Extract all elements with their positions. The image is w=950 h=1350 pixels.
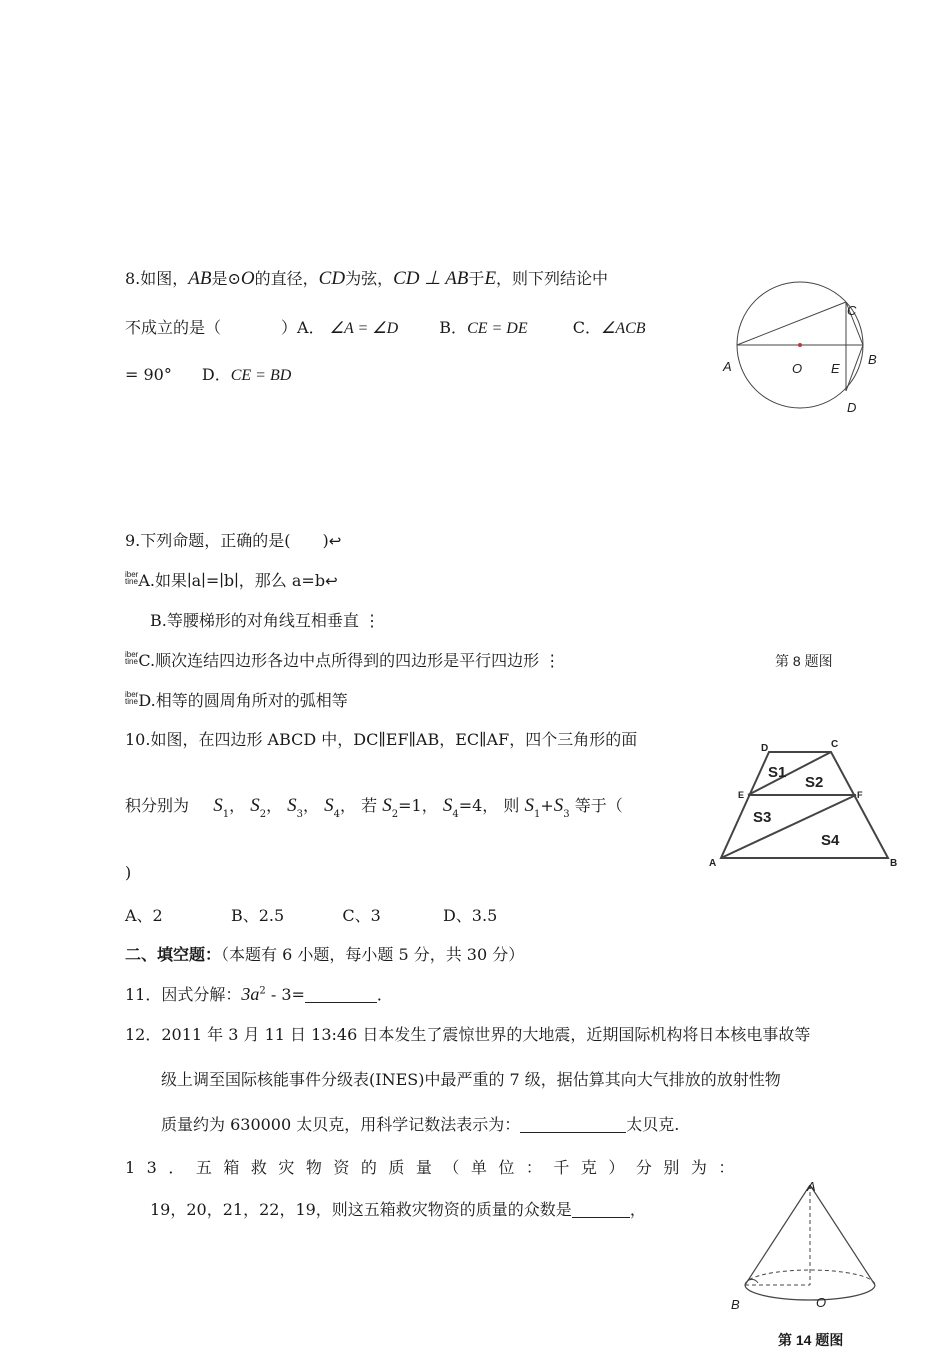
label-c: C bbox=[831, 739, 839, 750]
trapezoid-abcd bbox=[721, 752, 888, 858]
q9-option-d: iber tineD.相等的圆周角所对的弧相等 bbox=[125, 690, 348, 710]
q10-option-b: B、2.5 bbox=[230, 906, 285, 925]
label-s3: S3 bbox=[753, 809, 772, 826]
q8-circle-figure bbox=[715, 280, 905, 420]
q12-line2: 级上调至国际核能事件分级表(INES)中最严重的 7 级，据估算其向大气排放的放射性物 bbox=[161, 1070, 781, 1089]
angle-mark bbox=[747, 1279, 758, 1283]
section2-header: 二、填空题：（本题有 6 小题，每小题 5 分，共 30 分） bbox=[125, 945, 525, 964]
q10-option-c: C、3 bbox=[342, 906, 381, 925]
q10-trapezoid-figure bbox=[705, 735, 910, 870]
label-b: B bbox=[868, 352, 877, 367]
q9-artifact-icon: ↩ bbox=[328, 532, 342, 550]
q13-line1: 13．五箱救灾物资的质量（单位：千克）分别为： bbox=[125, 1158, 746, 1177]
label-s2: S2 bbox=[805, 774, 824, 791]
q9-marker-d: iber tine bbox=[125, 690, 139, 706]
q10-close: ) bbox=[125, 863, 132, 882]
q10-line1: 10.如图，在四边形 ABCD 中，DC∥EF∥AB，EC∥AF，四个三角形的面 bbox=[125, 730, 638, 749]
label-s4: S4 bbox=[821, 832, 840, 849]
q13-line2: 19，20，21，22，19，则这五箱救灾物资的质量的众数是 ， bbox=[150, 1200, 646, 1219]
label-s1: S1 bbox=[768, 764, 787, 781]
q9-marker-c: iber tine bbox=[125, 650, 139, 666]
q9-option-a: iber tineA.如果∣a∣=∣b∣，那么 a=b↩ bbox=[125, 570, 338, 590]
q12-answer-blank bbox=[520, 1115, 626, 1133]
chord-db bbox=[846, 345, 863, 391]
label-a: A bbox=[723, 359, 732, 374]
label-o: O bbox=[792, 361, 803, 376]
label-b: B bbox=[890, 858, 898, 869]
q12-line1: 12．2011 年 3 月 11 日 13:46 日本发生了震惊世界的大地震，近期国际机构将日本核电事故等 bbox=[125, 1025, 811, 1044]
label-b: B bbox=[731, 1297, 740, 1312]
q13-answer-blank bbox=[572, 1200, 630, 1218]
label-o: O bbox=[816, 1295, 827, 1310]
label-d: D bbox=[847, 400, 857, 415]
q9-artifact-icon: ↩ bbox=[325, 572, 338, 590]
q8-line1: 8.如图，AB是⊙O的直径，CD为弦，CD ⊥ AB于E，则下列结论中 bbox=[125, 268, 609, 289]
q9-stem: 9.下列命题，正确的是( )↩ bbox=[125, 531, 342, 550]
q8-caption: 第 8 题图 bbox=[775, 653, 833, 669]
q8-line3: = 90° D．CE = BD bbox=[125, 365, 292, 384]
q10-options bbox=[125, 903, 497, 926]
label-d: D bbox=[761, 743, 769, 754]
label-f: F bbox=[857, 790, 863, 800]
q9-option-b: B.等腰梯形的对角线互相垂直 ⋮ bbox=[150, 611, 380, 630]
q9-option-c: iber tineC.顺次连结四边形各边中点所得到的四边形是平行四边形 ⋮ bbox=[125, 650, 561, 670]
label-a: A bbox=[807, 1179, 816, 1194]
q10-option-d: D、3.5 bbox=[442, 906, 498, 925]
label-e: E bbox=[831, 361, 840, 376]
q8-line2: 不成立的是（ ）A． ∠A = ∠D B．CE = DE C．∠ACB bbox=[125, 318, 646, 337]
q14-cone-figure bbox=[725, 1175, 895, 1315]
q11-line: 11．因式分解：$3a^2 - 3=$ ． bbox=[125, 984, 393, 1004]
q11-answer-blank bbox=[305, 985, 377, 1003]
q10-option-a: A、2 bbox=[125, 906, 163, 925]
q10-line2: 积分别为 $S_1$， $S_2$， $S_3$， $S_4$， 若 $S_2=1$， $S_4=4$， 则 $S_1+S_3$ 等于（ bbox=[125, 795, 623, 820]
label-a: A bbox=[709, 858, 717, 869]
label-e: E bbox=[738, 790, 745, 800]
q9-marker-a: iber tine bbox=[125, 570, 139, 586]
q12-line3: 质量约为 630000 太贝克，用科学记数法表示为： 太贝克. bbox=[161, 1115, 680, 1134]
label-c: C bbox=[847, 303, 857, 318]
center-dot bbox=[798, 343, 802, 347]
cone-base-front bbox=[745, 1285, 875, 1300]
q14-caption: 第 14 题图 bbox=[778, 1332, 844, 1348]
chord-ac bbox=[737, 302, 846, 345]
